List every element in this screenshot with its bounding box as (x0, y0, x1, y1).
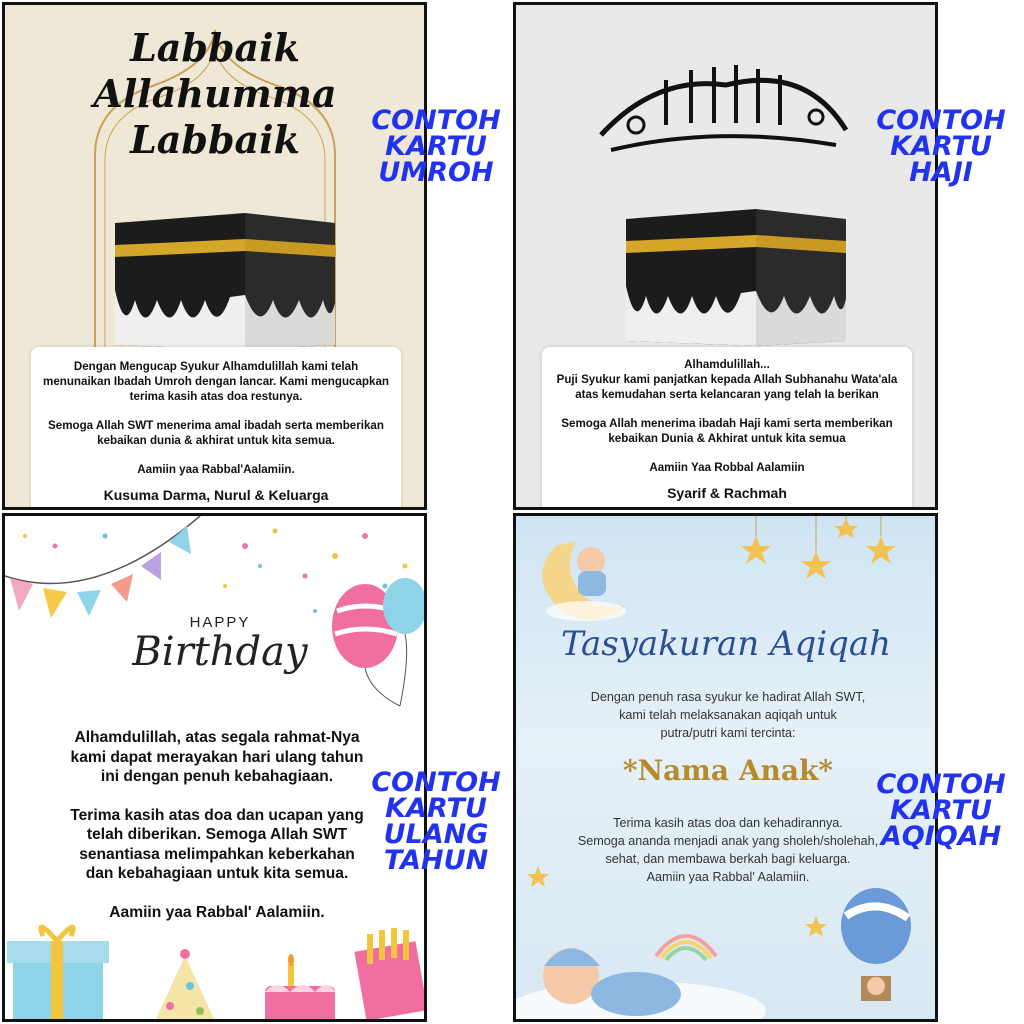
umroh-message-box (31, 347, 401, 510)
label-umroh: CONTOH KARTU UMROH (371, 105, 501, 188)
umroh-text-line: Aamiin yaa Rabbal'Aalamiin. (137, 463, 295, 476)
haji-card (513, 2, 938, 510)
umroh-signature: Kusuma Darma, Nurul & Keluarga (103, 487, 329, 503)
hanging-stars (741, 516, 896, 579)
umroh-text-line: kebaikan dunia & akhirat untuk kita semua. (97, 434, 335, 447)
bunting-flag (111, 574, 133, 602)
umroh-text-line: terima kasih atas doa restunya. (129, 390, 303, 403)
label-haji: CONTOH KARTU HAJI (876, 105, 1006, 188)
party-hat-icon (155, 949, 215, 1021)
child-name-placeholder: *Nama Anak* (622, 754, 834, 787)
sleeping-baby-illustration (516, 936, 766, 1022)
aqiqah-card (513, 513, 938, 1022)
haji-text-line: Alhamdulillah... (684, 358, 770, 371)
label-ulang-tahun: CONTOH KARTU ULANG TAHUN (371, 767, 501, 876)
aqiqah-title: Tasyakuran Aqiqah (560, 624, 892, 664)
umroh-text-line: menunaikan Ibadah Umroh dengan lancar. Kami mengucapkan (43, 375, 389, 388)
bunting-flag (77, 590, 101, 616)
haji-signature: Syarif & Rachmah (667, 485, 787, 501)
happy-birthday-title: HAPPY Birthday (132, 614, 308, 675)
hot-air-balloon-icon (841, 888, 911, 1001)
haji-text-line: atas kemudahan serta kelancaran yang telah Ia berikan (575, 388, 879, 401)
moon-baby-illustration (542, 541, 626, 621)
aqiqah-closing-text: Terima kasih atas doa dan kehadirannya. Semoga ananda menjadi anak yang sholeh/sholehah, sehat, dan membawa berkah bagi keluarga. Aamiin yaa Rabbal' Aalamiin. (577, 816, 879, 884)
haji-message-box (542, 347, 912, 510)
aqiqah-intro-text: Dengan penuh rasa syukur ke hadirat Allah SWT, kami telah melaksanakan aqiqah untuk putra/putri kami tercinta: (590, 690, 866, 740)
umroh-text-line: Dengan Mengucap Syukur Alhamdulillah kami telah (73, 360, 359, 373)
umroh-card (2, 2, 427, 510)
haji-text-line: Puji Syukur kami panjatkan kepada Allah Subhanahu Wata'ala (556, 373, 898, 386)
gift-icon (7, 927, 109, 1022)
bunting-flag (43, 588, 67, 618)
kaaba-illustration (115, 205, 335, 350)
umroh-text-line: Semoga Allah SWT menerima amal ibadah serta memberikan (48, 419, 384, 432)
bunting-flag (10, 578, 33, 611)
umroh-title: Labbaik Allahumma Labbaik (93, 25, 337, 162)
kaaba-illustration (626, 201, 846, 346)
label-aqiqah: CONTOH KARTU AQIQAH (876, 769, 1006, 852)
haji-text-line: Semoga Allah menerima ibadah Haji kami serta memberikan (561, 417, 893, 430)
cake-icon (265, 954, 335, 1022)
gift-box-icon (354, 928, 427, 1021)
haji-text-line: Aamiin Yaa Robbal Aalamiin (649, 461, 805, 474)
balloon-icon (332, 578, 427, 706)
haji-text-line: kebaikan Dunia & Akhirat untuk kita semua (608, 432, 846, 445)
birthday-message: Alhamdulillah, atas segala rahmat-Nya kami dapat merayakan hari ulang tahun ini dengan penuh kebahagiaan. Terima kasih atas doa dan ucapan yang telah diberikan. Semoga Allah SWT senantiasa melimpahkan keberkahan dan kebahagiaan untuk kita semua. Aamiin yaa Rabbal' Aalamiin. (70, 729, 364, 921)
bunting-flag (169, 526, 191, 554)
birthday-card (2, 513, 427, 1022)
